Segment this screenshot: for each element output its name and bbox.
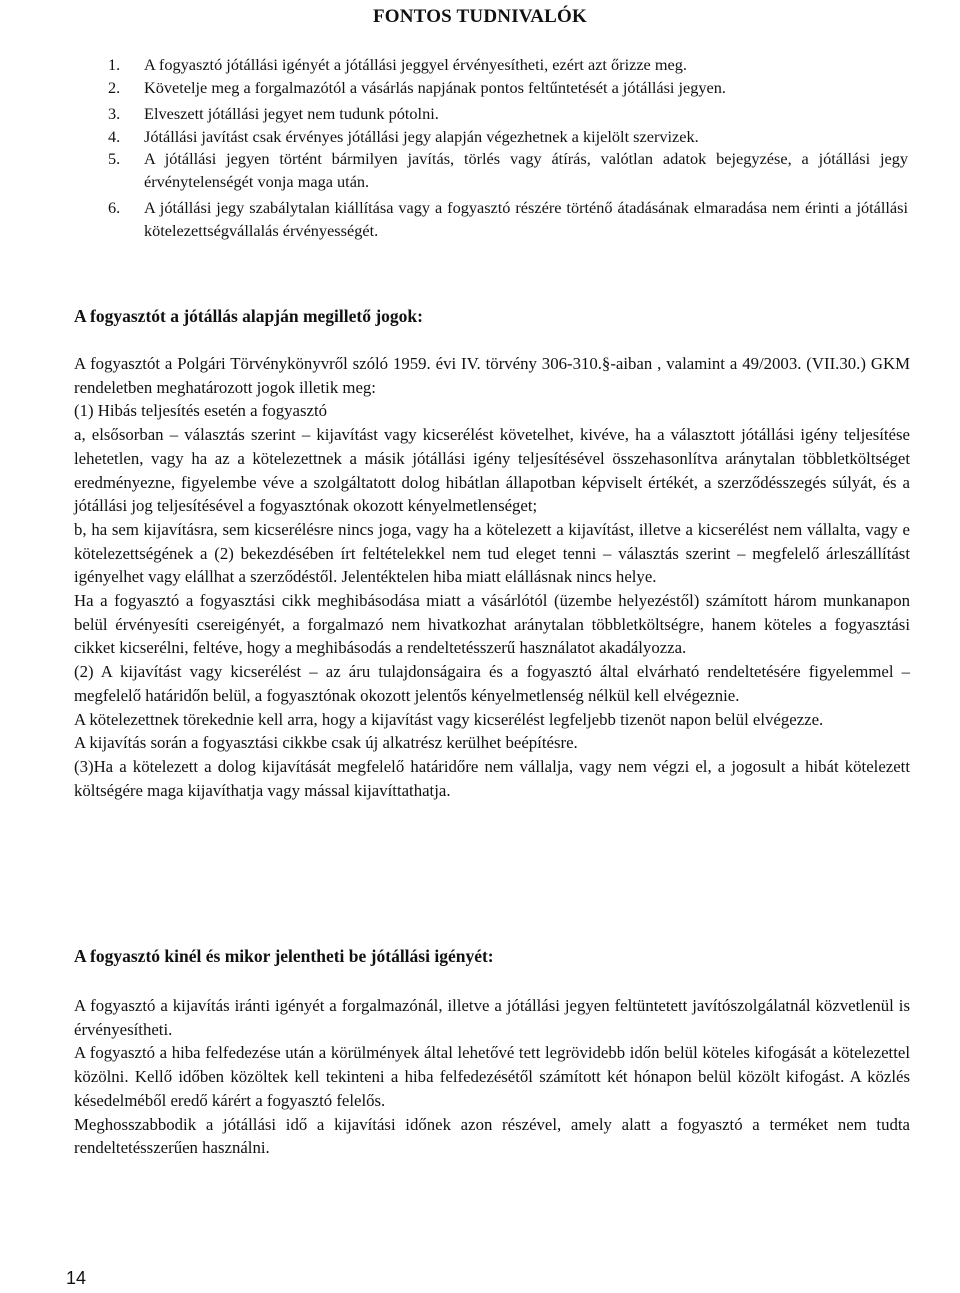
paragraph: a, elsősorban – választás szerint – kijavítást vagy kicserélést követelhet, kivéve, ha a választott jótállási igény teljesítése lehetetlen, vagy ha az a kötelezettnek a másik jótállási igény teljesítésével összehasonlítva aránytalan többletköltséget eredményezne, figyelembe véve a szolgáltatott dolog hibátlan állapotban képviselt értékét, a szerződésszegés súlyát, és a jótállási jog teljesítésével a fogyasztónak okozott kényelmetlenséget; <box>74 425 910 516</box>
list-item <box>108 148 908 193</box>
paragraph: Ha a fogyasztó a fogyasztási cikk meghibásodása miatt a vásárlótól (üzembe helyezéstől) számított három munkanapon belül érvényesíti csereigényét, a forgalmazó nem hivatkozhat aránytalan többletköltségre, hanem köteles a fogyasztási cikket kicserélni, feltéve, hogy a meghibásodás a rendeltetésszerű használatot akadályozza. <box>74 591 910 658</box>
section-heading-claims: A fogyasztó kinél és mikor jelentheti be jótállási igényét: <box>74 946 494 966</box>
item-number: 4. <box>108 126 121 146</box>
paragraph: A fogyasztót a Polgári Törvénykönyvről szóló 1959. évi IV. törvény 306-310.§-aiban , valamint a 49/2003. (VII.30.) GKM rendeletben meghatározott jogok illetik meg: <box>74 354 910 397</box>
item-number: 6. <box>108 198 121 217</box>
item-number: 5. <box>108 149 121 168</box>
page-number: 14 <box>66 1268 87 1288</box>
list-item <box>108 103 908 126</box>
item-number: 3. <box>108 104 121 123</box>
important-info-list <box>108 54 908 242</box>
paragraph: (3)Ha a kötelezett a dolog kijavítását megfelelő határidőre nem vállalja, vagy nem végzi el, a jogosult a hibát kötelezett költségére maga kijavíthatja vagy mással kijavíttathatja. <box>74 756 910 800</box>
paragraph: Meghosszabbodik a jótállási idő a kijavítási időnek azon részével, amely alatt a fogyasztó a terméket nem tudta rendeltetésszerűen használni. <box>74 1114 910 1158</box>
paragraph: A fogyasztó a kijavítás iránti igényét a forgalmazónál, illetve a jótállási jegyen feltüntetett javítószolgálatnál közvetlenül is érvényesítheti. <box>74 996 910 1039</box>
section-body-rights <box>74 352 910 802</box>
item-text: A jótállási jegy szabálytalan kiállítása vagy a fogyasztó részére történő átadásának elmaradása nem érinti a jótállási kötelezettségvállalás érvényességét. <box>144 198 908 240</box>
item-number: 1. <box>108 55 121 74</box>
paragraph: A kijavítás során a fogyasztási cikkbe csak új alkatrész kerülhet beépítésre. <box>74 733 578 753</box>
list-item <box>108 197 908 242</box>
item-text: Jótállási javítást csak érvényes jótállási jegy alapján végezhetnek a kijelölt szervizek. <box>144 126 699 146</box>
item-text: A fogyasztó jótállási igényét a jótállási jeggyel érvényesítheti, ezért azt őrizze meg. <box>144 55 687 74</box>
paragraph: (2) A kijavítást vagy kicserélést – az áru tulajdonságaira és a fogyasztó által elvárható rendeltetésére figyelemmel – megfelelő határidőn belül, a fogyasztónak okozott jelentős kényelmetlenség nélkül kell elvégeznie. <box>74 662 910 705</box>
paragraph: b, ha sem kijavításra, sem kicserélésre nincs joga, vagy ha a kötelezett a kijavítást, illetve a kicserélést nem vállalta, vagy e kötelezettségének a (2) bekezdésében írt feltételekkel nem tud eleget tenni – választás szerint – megfelelő árleszállítást igényelhet vagy elállhat a szerződéstől. Jelentéktelen hiba miatt elállásnak nincs helye. <box>74 519 910 587</box>
page-title: FONTOS TUDNIVALÓK <box>372 6 588 27</box>
section-body-claims <box>74 994 910 1160</box>
list-item <box>108 77 908 100</box>
paragraph: (1) Hibás teljesítés esetén a fogyasztó <box>74 401 328 421</box>
list-item <box>108 126 908 149</box>
section-heading-rights: A fogyasztót a jótállás alapján megillető jogok: <box>74 306 423 326</box>
item-text: Elveszett jótállási jegyet nem tudunk pótolni. <box>144 104 439 123</box>
list-item <box>108 54 908 77</box>
paragraph: A kötelezettnek törekednie kell arra, hogy a kijavítást vagy kicserélést legfeljebb tizenöt napon belül elvégezze. <box>74 709 824 729</box>
item-text: A jótállási jegyen történt bármilyen javítás, törlés vagy átírás, valótlan adatok bejegyzése, a jótállási jegy érvénytelenségét vonja maga után. <box>144 149 908 191</box>
paragraph: A fogyasztó a hiba felfedezése után a körülmények által lehetővé tett legrövidebb időn belül köteles kifogását a kötelezettel közölni. Kellő időben közöltek kell tekinteni a hiba felfedezésétől számított két hónapon belül közölt kifogást. A közlés késedelméből eredő kárért a fogyasztó felelős. <box>74 1043 910 1110</box>
item-text: Követelje meg a forgalmazótól a vásárlás napjának pontos feltűntetését a jótállási jegyen. <box>144 77 726 97</box>
item-number: 2. <box>108 77 121 97</box>
